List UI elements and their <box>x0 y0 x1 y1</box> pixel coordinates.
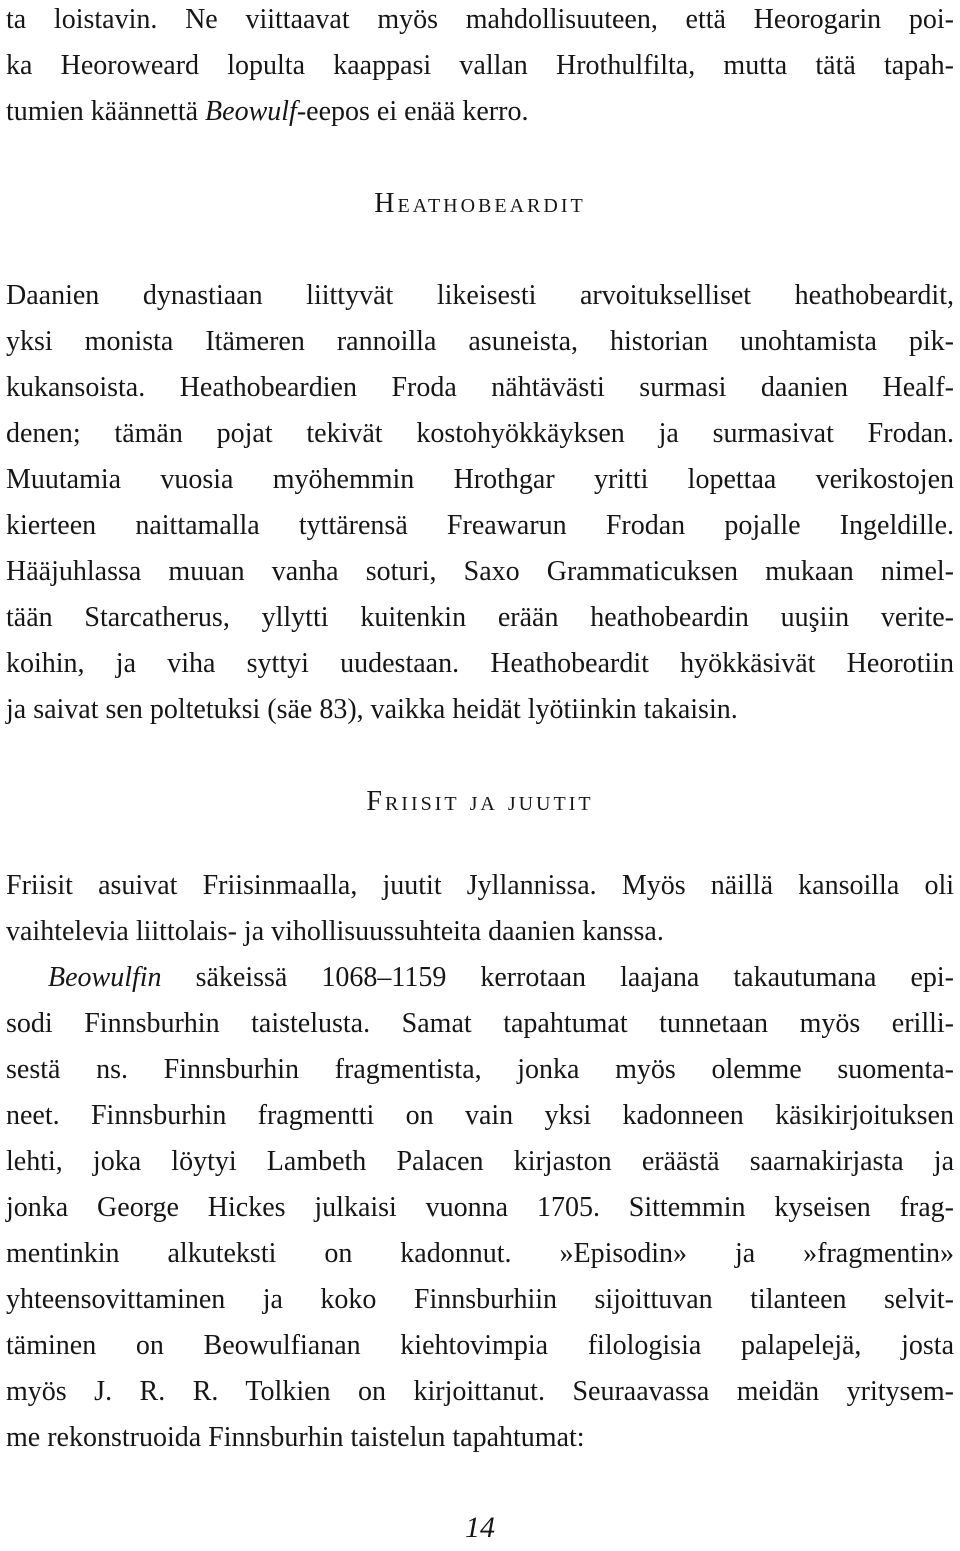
s1-line-3: kukansoista. Heathobeardien Froda nähtävästi surmasi daanien Healf- <box>6 372 954 403</box>
s2-para2-line-8: yhteensovittaminen ja koko Finnsburhiin sijoittuvan tilanteen selvit- <box>6 1284 954 1315</box>
beowulf-title: Beowulf <box>205 96 297 127</box>
s2-para2-line-10: myös J. R. R. Tolkien on kirjoittanut. Seuraavassa meidän yritysem- <box>6 1376 954 1407</box>
page-number: 14 <box>465 1511 495 1544</box>
s2-para2-line-5: lehti, joka löytyi Lambeth Palacen kirjaston eräästä saarnakirjasta ja <box>6 1146 954 1177</box>
s2-para2-line-3: sestä ns. Finnsburhin fragmentista, jonka myös olemme suomenta- <box>6 1054 954 1085</box>
s2-para2-line-1-rest: säkeissä 1068–1159 kerrotaan laajana takautumana epi- <box>161 962 954 993</box>
s1-line-10: ja saivat sen poltetuksi (säe 83), vaikka heidät lyötiinkin takaisin. <box>6 694 738 725</box>
s2-para2-line-6: jonka George Hickes julkaisi vuonna 1705. Sittemmin kyseisen frag- <box>6 1192 954 1223</box>
intro-line-3 <box>6 92 954 132</box>
s2-line-2: vaihtelevia liittolais- ja vihollisuussuhteita daanien kanssa. <box>6 916 664 947</box>
s1-line-6: kierteen naittamalla tyttärensä Freawarun Frodan pojalle Ingeldille. <box>6 510 954 541</box>
s1-line-2: yksi monista Itämeren rannoilla asuneista, historian unohtamista pik- <box>6 326 954 357</box>
s1-line-9: koihin, ja viha syttyi uudestaan. Heathobeardit hyökkäsivät Heorotiin <box>6 648 954 679</box>
intro-line-3-end: -eepos ei enää kerro. <box>296 96 529 127</box>
s2-para2-line-1 <box>48 958 954 998</box>
intro-line-3-start: tumien käännettä <box>6 96 206 127</box>
s1-line-5: Muutamia vuosia myöhemmin Hrothgar yritti lopettaa verikostojen <box>6 464 954 495</box>
intro-line-1: ta loistavin. Ne viittaavat myös mahdollisuuteen, että Heorogarin poi- <box>6 4 954 35</box>
s2-para2-line-9: täminen on Beowulfianan kiehtovimpia filologisia palapelejä, josta <box>6 1330 954 1361</box>
section-heading-friisit: Friisit ja juutit <box>366 786 594 817</box>
s1-line-4: denen; tämän pojat tekivät kostohyökkäyksen ja surmasivat Frodan. <box>6 418 954 449</box>
s1-line-8: tään Starcatherus, yllytti kuitenkin erään heathobeardin uuşiin verite- <box>6 602 954 633</box>
s2-para2-line-11: me rekonstruoida Finnsburhin taistelun tapahtumat: <box>6 1422 585 1453</box>
beowulfin-title: Beowulfin <box>48 962 162 993</box>
s2-line-1: Friisit asuivat Friisinmaalla, juutit Jyllannissa. Myös näillä kansoilla oli <box>6 870 954 901</box>
s1-line-7: Hääjuhlassa muuan vanha soturi, Saxo Grammaticuksen mukaan nimel- <box>6 556 954 587</box>
s2-para2-line-2: sodi Finnsburhin taistelusta. Samat tapahtumat tunnetaan myös erilli- <box>6 1008 954 1039</box>
s1-line-1: Daanien dynastiaan liittyvät likeisesti arvoitukselliset heathobeardit, <box>6 280 954 311</box>
s2-para2-line-4: neet. Finnsburhin fragmentti on vain yksi kadonneen käsikirjoituksen <box>6 1100 954 1131</box>
section-heading-heathobeardit: Heathobeardit <box>374 188 586 219</box>
intro-line-2: ka Heoroweard lopulta kaappasi vallan Hrothulfilta, mutta tätä tapah- <box>6 50 954 81</box>
s2-para2-line-7: mentinkin alkuteksti on kadonnut. »Episodin» ja »fragmentin» <box>6 1238 954 1269</box>
